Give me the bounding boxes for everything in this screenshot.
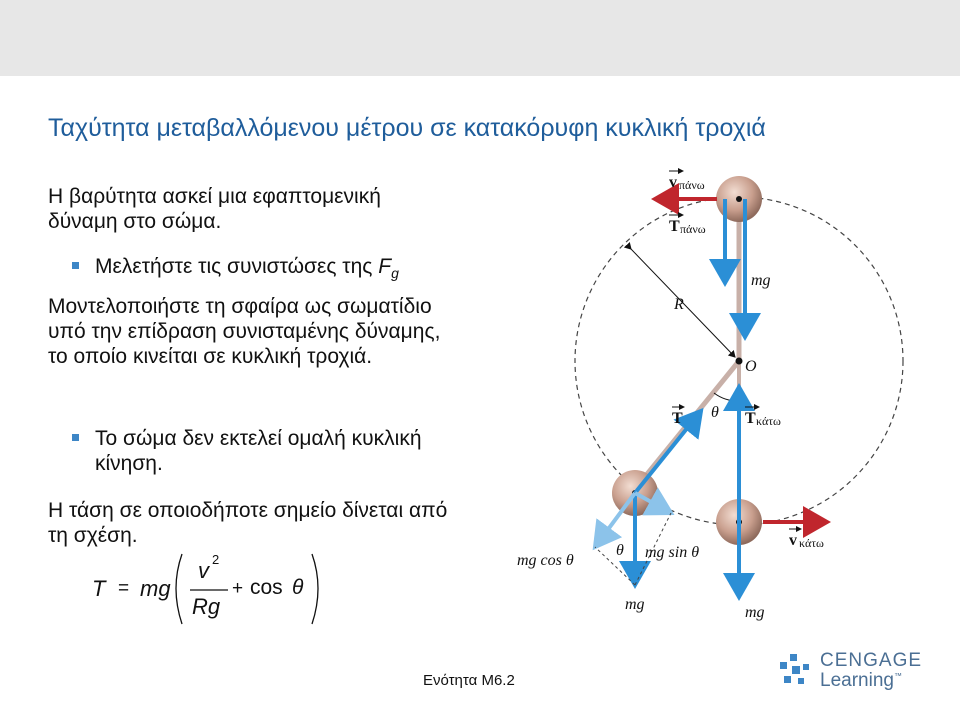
cengage-mark-icon (778, 652, 814, 688)
section-footer: Ενότητα Μ6.2 (423, 672, 515, 689)
diagram-svg (513, 165, 905, 627)
bullet-components-text: Μελετήστε τις συνιστώσες της (95, 255, 379, 278)
label-v-bottom: v (789, 532, 797, 549)
label-v-top-sub: πάνω (679, 178, 705, 192)
string-angled (635, 361, 739, 489)
ball-top-center (736, 196, 742, 202)
vertical-circle-diagram (513, 165, 905, 627)
logo-line2-text: Learning (820, 670, 894, 691)
label-T-top-sub: πάνω (680, 222, 706, 236)
cengage-logo (778, 648, 928, 694)
label-R: R (674, 296, 684, 313)
eq-plus: + (232, 578, 244, 599)
bullet-nonuniform: Το σώμα δεν εκτελεί ομαλή κυκλική κίνηση. (95, 427, 422, 475)
eq-equals: = (118, 578, 130, 599)
label-T-top: T (669, 218, 680, 235)
eq-theta: θ (292, 576, 304, 599)
eq-exponent: 2 (212, 552, 220, 567)
eq-mg: mg (140, 576, 171, 601)
component-dash-1 (595, 547, 635, 585)
angle-arc (714, 393, 739, 401)
label-O: O (745, 358, 757, 375)
paragraph-tension: Η τάση σε οποιοδήποτε σημείο δίνεται από τη σχέση. (48, 499, 448, 547)
force-subscript: g (391, 265, 399, 282)
label-v-top: v (669, 174, 677, 191)
bullet-marker-2 (72, 434, 79, 441)
logo-line1: CENGAGE (820, 650, 923, 671)
label-mg-top: mg (751, 272, 771, 289)
label-T-bottom-sub: κάτω (756, 414, 781, 428)
paragraph-model: Μοντελοποιήστε τη σφαίρα ως σωματίδιο υπό την επίδραση συνισταμένης δύναμης, το οποίο κινείται σε κυκλική τροχιά. (48, 295, 441, 368)
bullet-marker (72, 262, 79, 269)
logo-line2 (820, 670, 902, 692)
slide-title: Ταχύτητα μεταβαλλόμενου μέτρου σε κατακόρυφη κυκλική τροχιά (48, 114, 766, 142)
label-mgcos: mg cos θ (517, 552, 574, 569)
label-theta: θ (711, 404, 719, 421)
top-band (0, 0, 960, 76)
eq-cos: cos (250, 576, 283, 599)
eq-v: v (198, 558, 209, 583)
eq-Rg: Rg (192, 594, 221, 619)
label-T-bottom: T (745, 410, 756, 427)
logo-tm: ™ (893, 671, 902, 681)
label-theta-left: θ (616, 542, 624, 559)
paragraph-gravity: Η βαρύτητα ασκεί μια εφαπτομενική δύναμη στο σώμα. (48, 185, 381, 233)
label-T-mid: T (672, 410, 683, 427)
force-symbol: F (378, 255, 392, 278)
tension-equation (88, 548, 338, 628)
pivot-point (736, 358, 743, 365)
eq-T: T (92, 576, 106, 601)
bullet-components (95, 254, 399, 286)
tension-angled-arrow (635, 411, 701, 493)
label-mg-bottom: mg (745, 604, 765, 621)
label-mgsin: mg sin θ (645, 544, 700, 561)
label-mg-left: mg (625, 596, 645, 613)
label-v-bottom-sub: κάτω (799, 536, 824, 550)
